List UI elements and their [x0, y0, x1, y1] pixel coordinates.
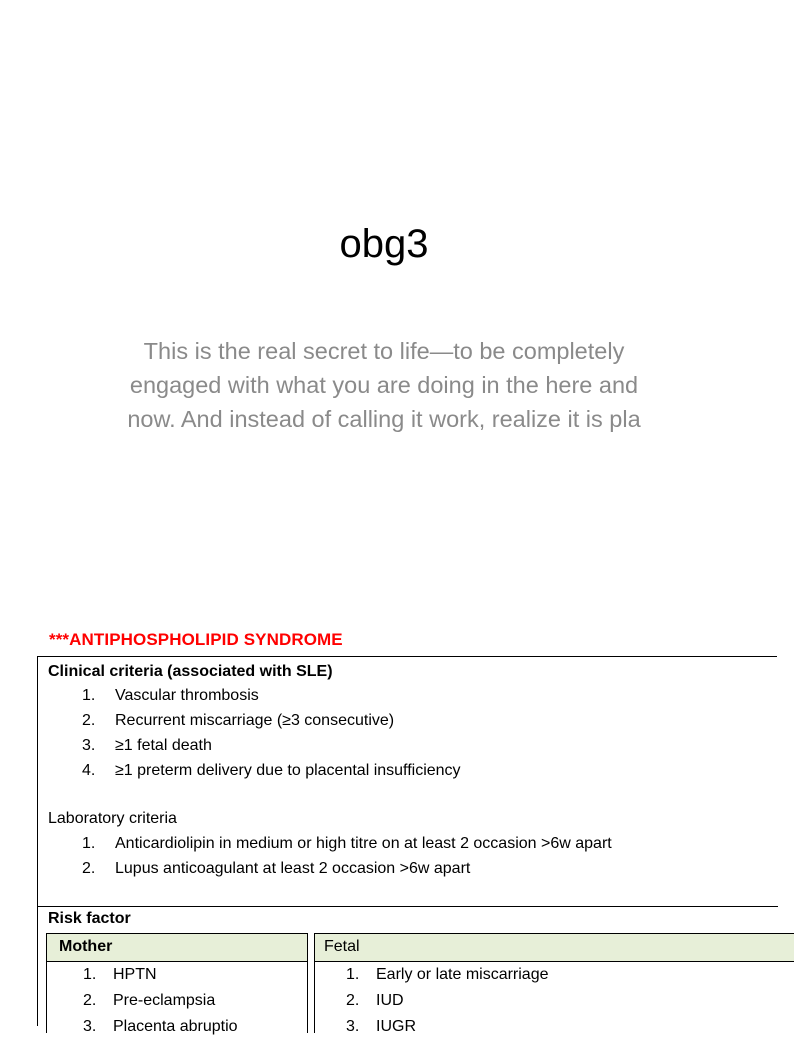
list-number: 4.	[82, 762, 96, 779]
laboratory-criteria-title: Laboratory criteria	[48, 810, 177, 827]
column-header-label: Fetal	[324, 938, 360, 955]
column-header-label: Mother	[59, 938, 113, 955]
list-number: 2.	[82, 860, 96, 877]
mother-column-header	[47, 934, 307, 962]
list-text: Vascular thrombosis	[115, 687, 259, 704]
page-title: obg3	[339, 222, 429, 266]
list-text: HPTN	[113, 966, 157, 983]
list-number: 1.	[83, 966, 97, 983]
page-subtitle-quote: This is the real secret to life—to be completely engaged with what you are doing in the here and now. And instead of calling it work, realize it is pla	[127, 338, 641, 432]
list-number: 2.	[346, 992, 360, 1009]
list-number: 3.	[82, 737, 96, 754]
risk-factor-table	[46, 933, 786, 1033]
list-text: Anticardiolipin in medium or high titre on at least 2 occasion >6w apart	[115, 835, 612, 852]
list-text: IUD	[376, 992, 404, 1009]
list-number: 2.	[83, 992, 97, 1009]
list-text: Early or late miscarriage	[376, 966, 549, 983]
list-number: 3.	[83, 1018, 97, 1035]
fetal-column	[314, 933, 794, 1033]
list-text: Placenta abruptio	[113, 1018, 238, 1035]
clinical-criteria-title: Clinical criteria (associated with SLE)	[48, 663, 333, 680]
fetal-column-header	[315, 934, 794, 962]
list-text: IUGR	[376, 1018, 416, 1035]
list-number: 2.	[82, 712, 96, 729]
list-text: Lupus anticoagulant at least 2 occasion >6w apart	[115, 860, 471, 877]
list-number: 1.	[82, 687, 96, 704]
list-number: 1.	[346, 966, 360, 983]
risk-factor-title: Risk factor	[48, 910, 131, 927]
criteria-section	[38, 657, 778, 907]
list-text: ≥1 fetal death	[115, 737, 212, 754]
mother-column	[46, 933, 308, 1033]
list-text: Recurrent miscarriage (≥3 consecutive)	[115, 712, 395, 729]
document-heading: ***ANTIPHOSPHOLIPID SYNDROME	[49, 630, 343, 649]
list-number: 1.	[82, 835, 96, 852]
list-text: Pre-eclampsia	[113, 992, 216, 1009]
list-number: 3.	[346, 1018, 360, 1035]
list-text: ≥1 preterm delivery due to placental insufficiency	[115, 762, 461, 779]
criteria-box	[37, 656, 777, 1035]
